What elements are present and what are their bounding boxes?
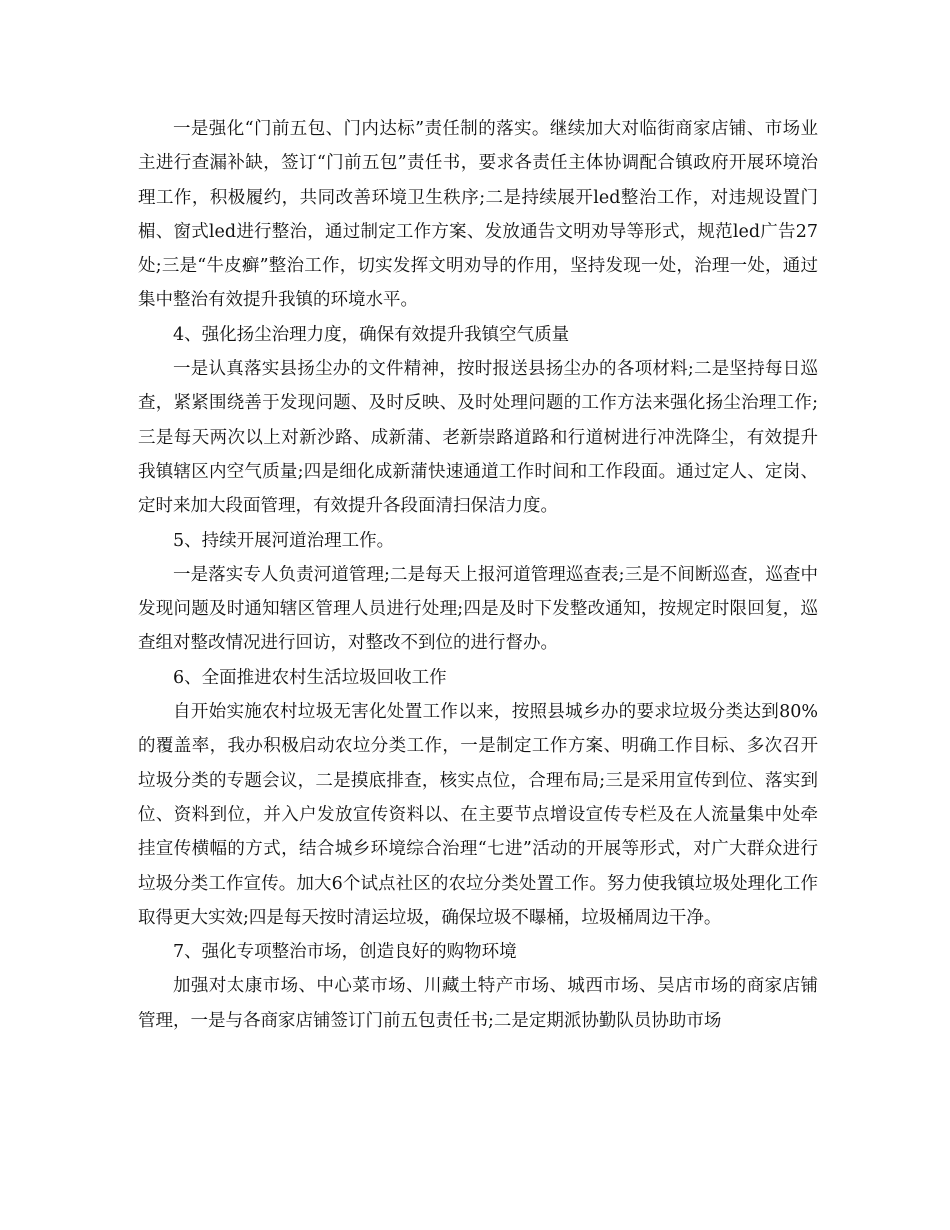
paragraph-river-management: 一是落实专人负责河道管理;二是每天上报河道管理巡查表;三是不间断巡查，巡查中发现问题及时通知辖区管理人员进行处理;四是及时下发整改通知，按规定时限回复，巡查组对整改情况进行回访，对整改不到位的进行督办。 <box>138 564 818 654</box>
paragraph-market-rectification: 加强对太康市场、中心菜市场、川藏土特产市场、城西市场、吴店市场的商家店铺管理，一是与各商家店铺签订门前五包责任书;二是定期派协勤队员协助市场 <box>138 976 818 1031</box>
heading-river-management: 5、持续开展河道治理工作。 <box>173 530 395 551</box>
document-body <box>138 112 818 1038</box>
heading-market-rectification: 7、强化专项整治市场，创造良好的购物环境 <box>173 942 517 963</box>
paragraph-responsibility: 一是强化“门前五包、门内达标”责任制的落实。继续加大对临街商家店铺、市场业主进行查漏补缺，签订“门前五包”责任书，要求各责任主体协调配合镇政府开展环境治理工作，积极履约，共同改善环境卫生秩序;二是持续展开led整治工作，对违规设置门楣、窗式led进行整治，通过制定工作方案、发放通告文明劝导等形式，规范led广告27处;三是“牛皮癣”整治工作，切实发挥文明劝导的作用，坚持发现一处，治理一处，通过集中整治有效提升我镇的环境水平。 <box>138 119 818 311</box>
paragraph-dust-control: 一是认真落实县扬尘办的文件精神，按时报送县扬尘办的各项材料;二是坚持每日巡查，紧紧围绕善于发现问题、及时反映、及时处理问题的工作方法来强化扬尘治理工作;三是每天两次以上对新沙路、成新蒲、老新崇路道路和行道树进行冲洗降尘，有效提升我镇辖区内空气质量;四是细化成新蒲快速通道工作时间和工作段面。通过定人、定岗、定时来加大段面管理，有效提升各段面清扫保洁力度。 <box>138 359 818 517</box>
heading-dust-control: 4、强化扬尘治理力度，确保有效提升我镇空气质量 <box>173 324 570 345</box>
heading-waste-recycling: 6、全面推进农村生活垃圾回收工作 <box>173 667 447 688</box>
paragraph-waste-recycling: 自开始实施农村垃圾无害化处置工作以来，按照县城乡办的要求垃圾分类达到80%的覆盖率，我办积极启动农垃分类工作，一是制定工作方案、明确工作目标、多次召开垃圾分类的专题会议，二是摸底排查，核实点位，合理布局;三是采用宣传到位、落实到位、资料到位，并入户发放宣传资料以、在主要节点增设宣传专栏及在人流量集中处牵挂宣传横幅的方式，结合城乡环境综合治理“七进”活动的开展等形式，对广大群众进行垃圾分类工作宣传。加大6个试点社区的农垃分类处置工作。努力使我镇垃圾处理化工作取得更大实效;四是每天按时清运垃圾，确保垃圾不曝桶，垃圾桶周边干净。 <box>138 702 818 928</box>
